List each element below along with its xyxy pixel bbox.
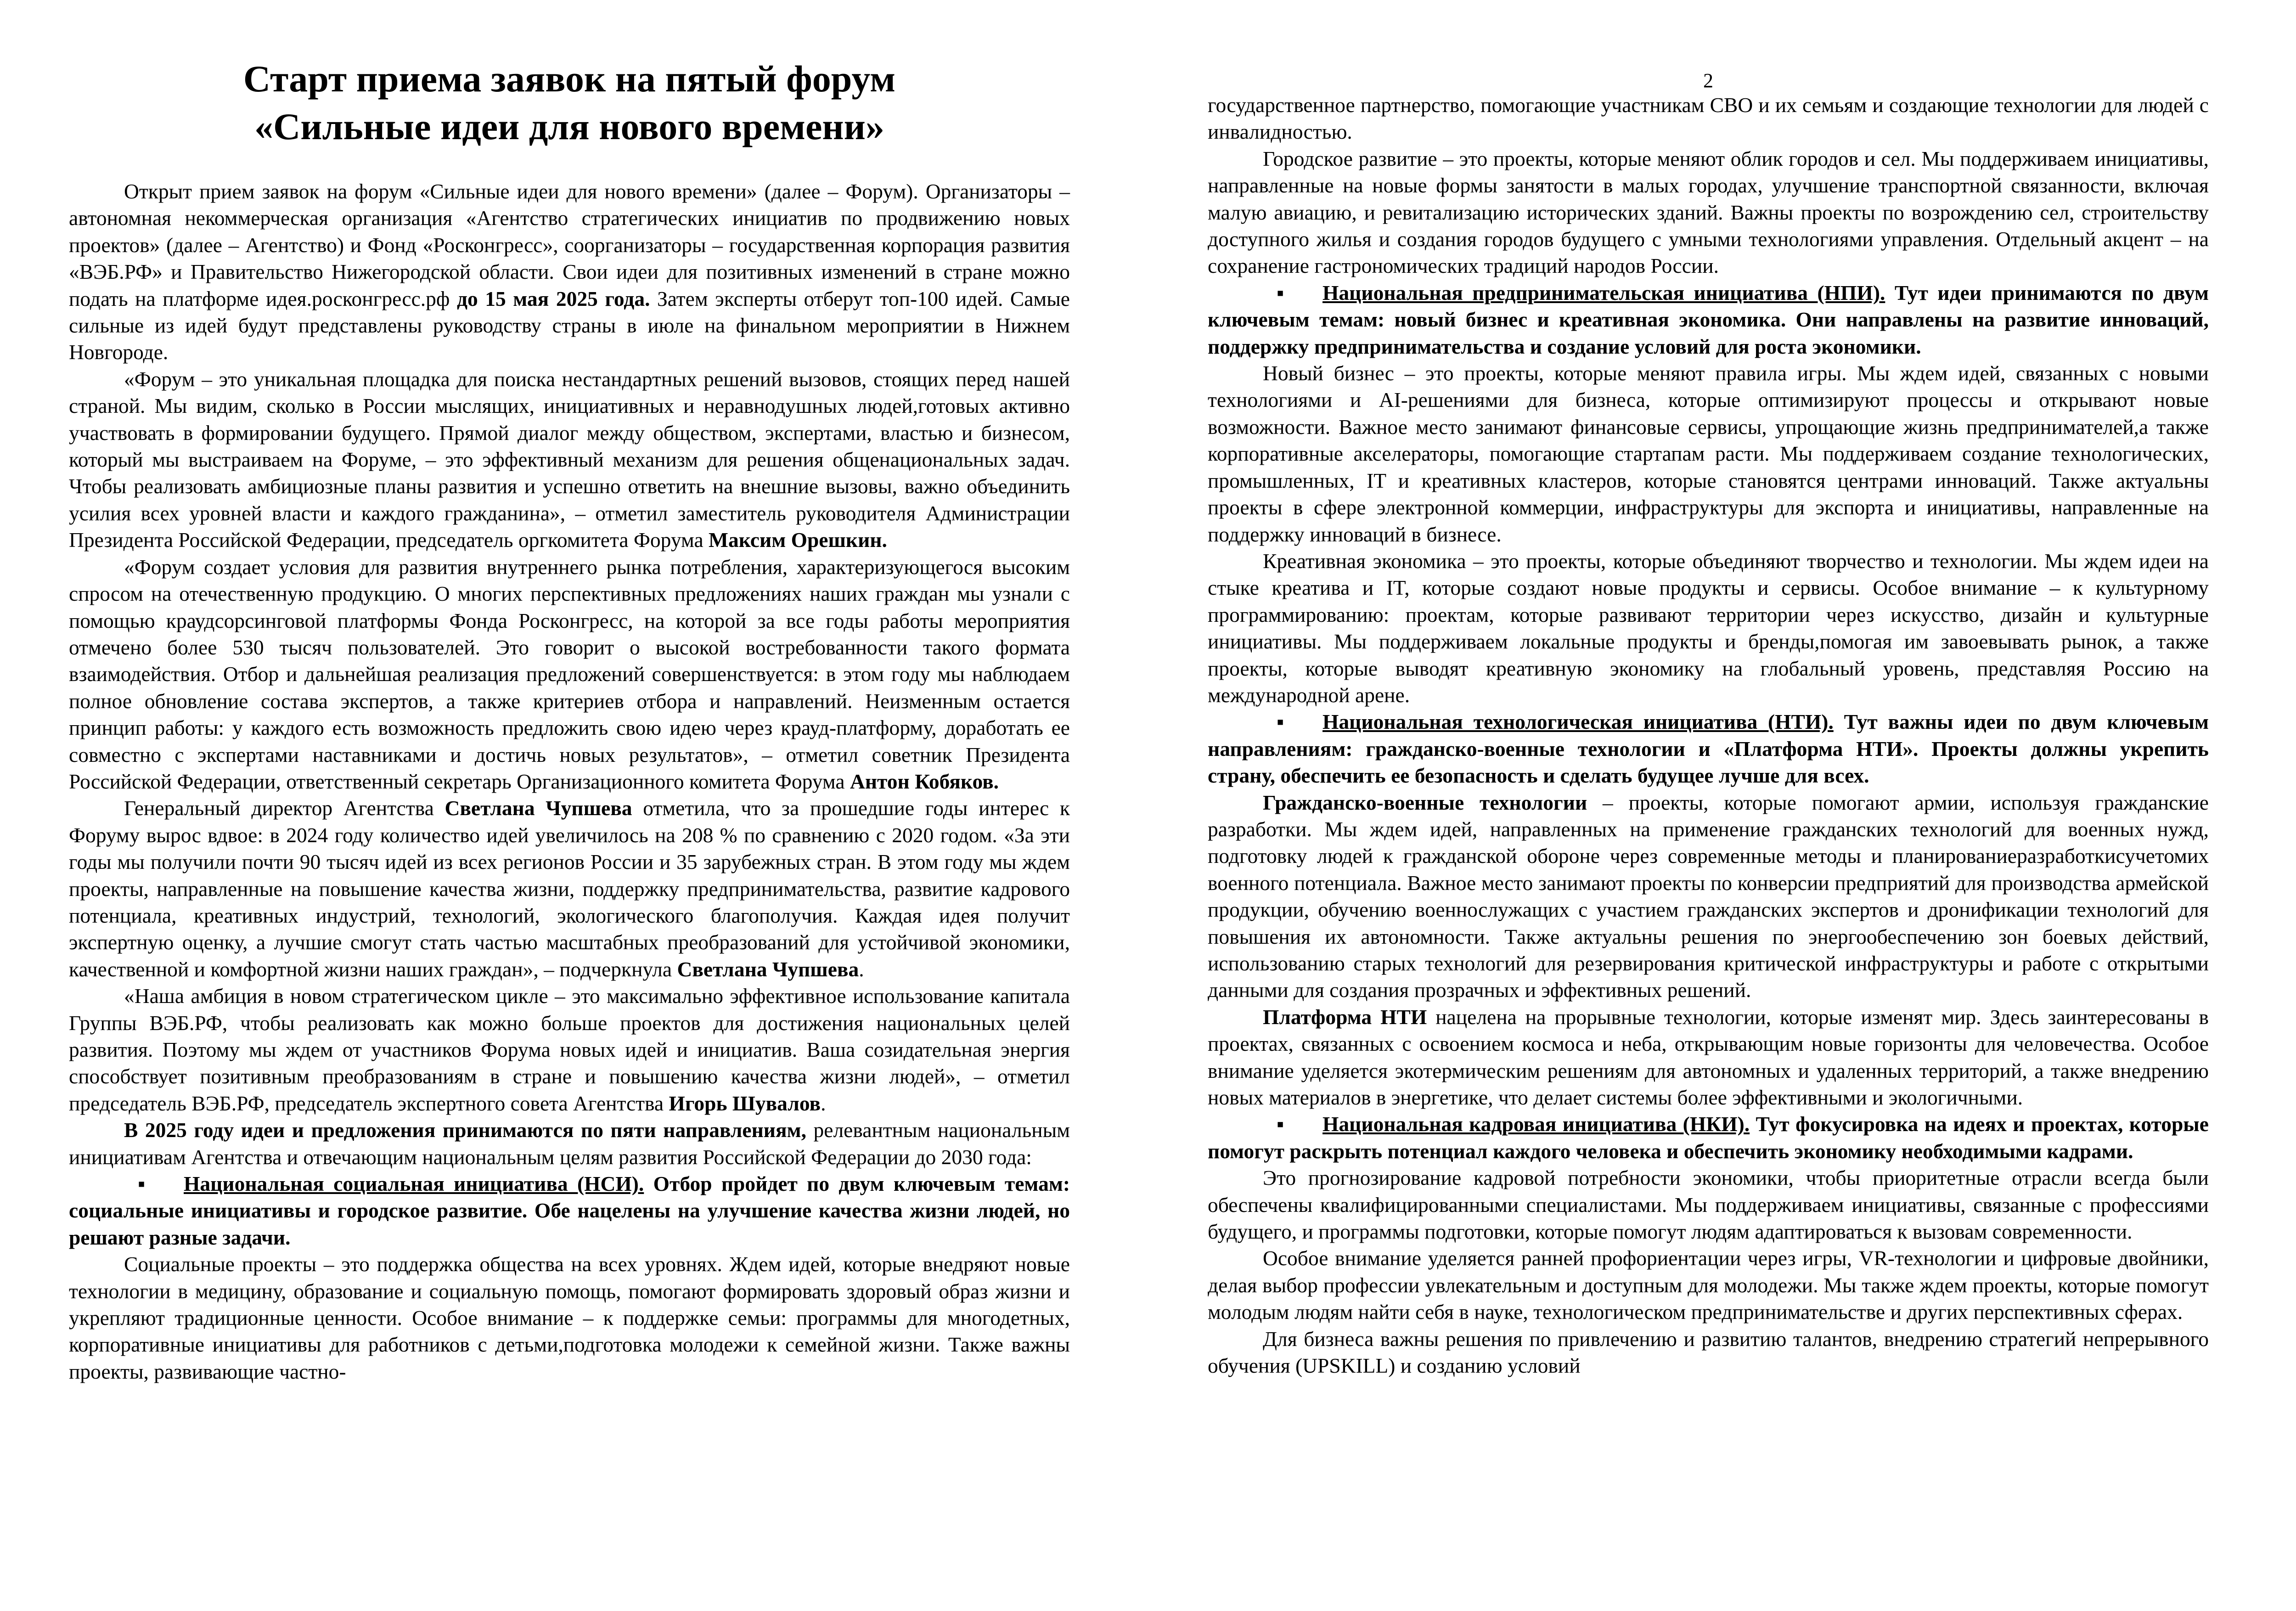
paragraph: государственное партнерство, помогающие участникам СВО и их семьям и создающие технологии для людей с инвалидностью. [1208,93,2209,144]
bullet-nki: ▪ Национальная кадровая инициатива (НКИ). Тут фокусировка на идеях и проектах, которые помогут раскрыть потенциал каждого человека и обеспечить экономику необходимыми кадрами. [1208,1111,2209,1165]
paragraph: Для бизнеса важны решения по привлечению и развитию талантов, внедрению стратегий непрерывного обучения (UPSKILL) и созданию условий [1208,1327,2209,1378]
title-line-1: Старт приема заявок на пятый форум [243,58,896,100]
paragraph: В 2025 году идеи и предложения принимаются по пяти направлениям, релевантным национальным инициативам Агентства и отвечающим национальным целям развития Российской Федерации до 2030 года: [69,1118,1070,1169]
paragraph: Городское развитие – это проекты, которые меняют облик городов и сел. Мы поддерживаем инициативы, направленные на новые формы занятости в малых городах, улучшение транспортной связанности, включая малую авиацию, и ревитализацию исторических зданий. Важны проекты по возрождению сел, строительству доступного жилья и создания городов будущего с умными технологиями управления. Отдельный акцент – на сохранение гастрономических традиций народов России. [1208,146,2209,278]
paragraph: Креативная экономика – это проекты, которые объединяют творчество и технологии. Мы ждем идеи на стыке креатива и IT, которые создают новые продукты и сервисы. Особое внимание – к культурному программированию: проектам, которые развивают территории через искусство, дизайн и культурные инициативы. Мы поддерживаем локальные продукты и бренды,помогая им завоевывать рынок, а также проекты, которые выводят креативную экономику на глобальный уровень, представляя Россию на международной арене. [1208,549,2209,707]
document-page-1 [0,0,1139,1611]
document-title [69,55,1070,151]
bullet-nsi: ▪ Национальная социальная инициатива (НСИ). Отбор пройдет по двум ключевым темам: социальные инициативы и городское развитие. Обе нацелены на улучшение качества жизни людей, но решают разные задачи. [69,1171,1070,1251]
bullet-icon: ▪ [1277,710,1284,734]
paragraph: Это прогнозирование кадровой потребности экономики, чтобы приоритетные отрасли всегда были обеспечены квалифицированными специалистами. Мы поддерживаем инициативы, связанные с профессиями будущего, и программы подготовки, которые помогут людям адаптироваться к вызовам современности. [1208,1166,2209,1244]
page-1-body [69,178,1070,1385]
bullet-npi: ▪ Национальная предпринимательская инициатива (НПИ). Тут идеи принимаются по двум ключевым темам: новый бизнес и креативная экономика. Они направлены на развитие инноваций, поддержку предпринимательства и создание условий для роста экономики. [1208,280,2209,360]
page-number [2278,69,2296,93]
bullet-nti: ▪ Национальная технологическая инициатива (НТИ). Тут важны идеи по двум ключевым направлениям: гражданско-военные технологии и «Платформа НТИ». Проекты должны укрепить страну, обеспечить ее безопасность и сделать будущее лучше для всех. [1208,709,2209,789]
bullet-icon: ▪ [138,1172,146,1196]
paragraph: Особое внимание уделяется ранней профориентации через игры, VR-технологии и цифровые двойники, делая выбор профессии увлекательным и доступным для молодежи. Мы также ждем проекты, которые помогут молодым людям найти себя в науке, технологическом предпринимательстве и других перспективных сферах. [1208,1246,2209,1324]
page-2-body [1208,92,2209,1380]
paragraph: Открыт прием заявок на форум «Сильные идеи для нового времени» (далее – Форум). Организаторы – автономная некоммерческая организация «Агентство стратегических инициатив по продвижению новых проектов» (далее – Агентство) и Фонд «Росконгресс», соорганизаторы – государственная корпорация развития «ВЭБ.РФ» и Правительство Нижегородской области. Свои идеи для позитивных изменений в стране можно подать на платформе идея.росконгресс.рф до 15 мая 2025 года. Затем эксперты отберут топ-100 идей. Самые сильные из идей будут представлены руководству страны в июле на финальном мероприятии в Нижнем Новгороде. [69,180,1070,364]
paragraph: «Наша амбиция в новом стратегическом цикле – это максимально эффективное использование капитала Группы ВЭБ.РФ, чтобы реализовать как можно больше проектов для достижения национальных целей развития. Поэтому мы ждем от участников Форума новых идей и инициатив. Ваша созидательная энергия способствует позитивным преобразованиям в стране и повышению качества жизни людей», – отметил председатель ВЭБ.РФ, председатель экспертного совета Агентства Игорь Шувалов. [69,984,1070,1115]
title-line-2: «Сильные идеи для нового времени» [254,106,884,147]
paragraph: Новый бизнес – это проекты, которые меняют правила игры. Мы ждем идей, связанных с новыми технологиями и AI-решениями для бизнеса, которые оптимизируют процессы и открывают новые возможности. Важное место занимают финансовые сервисы, упрощающие жизнь предпринимателей,а также корпоративные акселераторы, помогающие стартапам расти. Мы поддерживаем создание технологических, промышленных, IT и креативных кластеров, которые становятся центрами инноваций. Также актуальны проекты в сфере электронной коммерции, инфраструктуры для экспорта и инициативы, направленные на поддержку инноваций в бизнесе. [1208,361,2209,546]
page-number: 2 [1703,69,1713,92]
document-page-3 [2278,0,2296,1611]
paragraph: Платформа НТИ нацелена на прорывные технологии, которые изменят мир. Здесь заинтересованы в проектах, связанных с освоением космоса и неба, открывающим новые горизонты для человечества. Особое внимание уделяется экотермическим решениям для автономных и удаленных территорий, а также внедрению новых материалов в энергетике, что делает системы более эффективными и экологичными. [1208,1005,2209,1110]
paragraph: Генеральный директор Агентства Светлана Чупшева отметила, что за прошедшие годы интерес к Форуму вырос вдвое: в 2024 году количество идей увеличилось на 208 % по сравнению с 2020 годом. «За эти годы мы получили почти 90 тысяч идей из всех регионов России и 35 зарубежных стран. В этом году мы ждем проекты, направленные на повышение качества жизни, поддержку предпринимательства, развитие кадрового потенциала, креативных индустрий, технологий, экологического благополучия. Каждая идея получит экспертную оценку, а лучшие смогут стать частью масштабных преобразований для устойчивой экономики, качественной и комфортной жизни наших граждан», – подчеркнула Светлана Чупшева. [69,796,1070,981]
paragraph: Социальные проекты – это поддержка общества на всех уровнях. Ждем идей, которые внедряют новые технологии в медицину, образование и социальную помощь, помогают формировать здоровый образ жизни и укрепляют традиционные ценности. Особое внимание – к поддержке семьи: программы для многодетных, корпоративные инициативы для работников с детьми,подготовка молодежи к семейной жизни. Также важны проекты, развивающие частно- [69,1252,1070,1383]
document-page-2 [1139,0,2278,1611]
paragraph: Гражданско-военные технологии – проекты, которые помогают армии, используя гражданские разработки. Мы ждем идей, направленных на применение гражданских технологий для военных нужд, подготовку людей к гражданской обороне через современные методы и планированиеразработкисучетомих военного потенциала. Важное место занимают проекты по конверсии предприятий для производства армейской продукции, обучению военнослужащих с участием гражданских экспертов и дронификации технологий для повышения их автономности. Также актуальны решения по энергообеспечению зон боевых действий, использованию старых технологий для резервирования критической инфраструктуры и работе с открытыми данными для создания прозрачных и эффективных решений. [1208,790,2209,1002]
paragraph: «Форум создает условия для развития внутреннего рынка потребления, характеризующегося высоким спросом на отечественную продукцию. О многих перспективных предложениях наших граждан мы узнали с помощью краудсорсинговой платформы Фонда Росконгресс, на которой за все годы работы мероприятия отмечено более 530 тысяч пользователей. Это говорит о высокой востребованности такого формата взаимодействия. Отбор и дальнейшая реализация предложений совершенствуется: в этом году мы наблюдаем полное обновление состава экспертов, а также критериев отбора и направлений. Неизменным остается принцип работы: у каждого есть возможность предложить свою идею через крауд-платформу, доработать ее совместно с экспертами наставниками и достичь новых результатов», – отметил советник Президента Российской Федерации, ответственный секретарь Организационного комитета Форума Антон Кобяков. [69,555,1070,793]
paragraph: «Форум – это уникальная площадка для поиска нестандартных решений вызовов, стоящих перед нашей страной. Мы видим, сколько в России мыслящих, инициативных и неравнодушных людей,готовых активно участвовать в формировании будущего. Прямой диалог между обществом, экспертами, властью и бизнесом, который мы выстраиваем на Форуме, – это эффективный механизм для решения общенациональных задач. Чтобы реализовать амбициозные планы развития и успешно ответить на внешние вызовы, важно объединить усилия всех уровней власти и каждого гражданина», – отметил заместитель руководителя Администрации Президента Российской Федерации, председатель оргкомитета Форума Максим Орешкин. [69,367,1070,552]
bullet-icon: ▪ [1277,1112,1284,1136]
bullet-icon: ▪ [1277,281,1284,304]
